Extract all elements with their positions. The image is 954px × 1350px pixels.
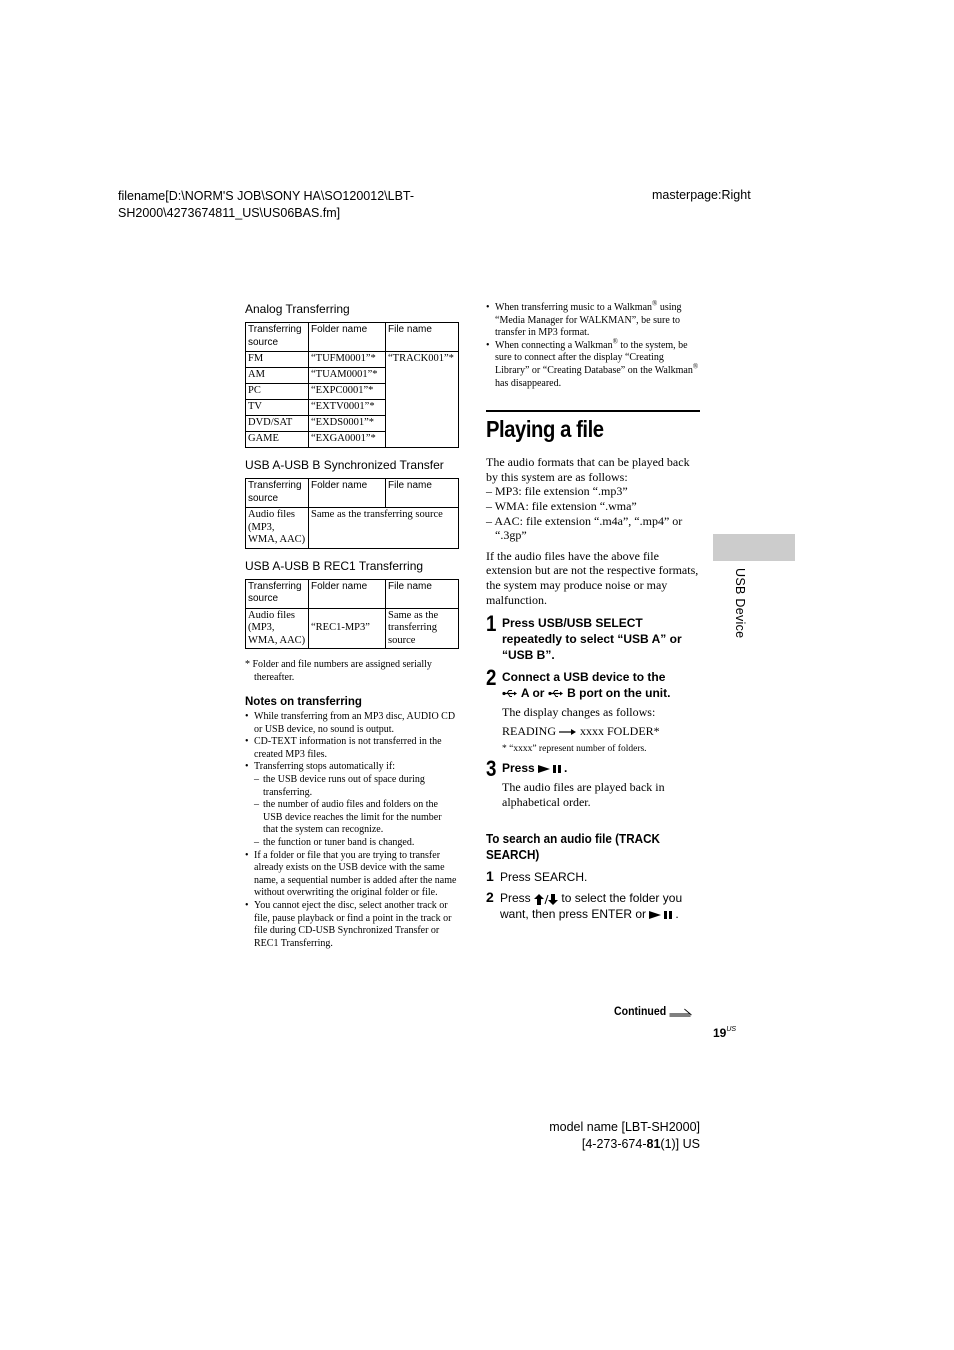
- step-number: 1: [486, 611, 497, 637]
- table-cell: “EXDS0001”*: [309, 416, 386, 432]
- notes-list: [245, 711, 459, 950]
- step-text: Press SEARCH.: [500, 870, 588, 885]
- analog-table: [245, 322, 459, 448]
- registered-mark: ®: [652, 299, 658, 308]
- analog-file-name: “TRACK001”*: [386, 352, 459, 448]
- step-2: [486, 665, 700, 755]
- table-cell: TV: [246, 400, 309, 416]
- part-number-text: (1)] US: [660, 1137, 700, 1151]
- step-number: 3: [486, 756, 497, 782]
- step-3: [486, 756, 700, 809]
- part-number-text: [4-273-674-: [581, 1137, 647, 1151]
- continued-text: Continued: [614, 1004, 667, 1018]
- page-number-suffix: US: [726, 1026, 737, 1033]
- step-number: 2: [486, 889, 494, 906]
- list-item: – AAC: file extension “.m4a”, “.mp4” or “.3gp”: [486, 513, 683, 543]
- step-text-part: Press: [502, 761, 535, 776]
- walkman-note-text: to the system, be sure to connect after the display “Creating Library” or “Creating Database” on the Walkman: [495, 339, 693, 376]
- list-item: [245, 761, 459, 849]
- list-item: • CD-TEXT information is not transferred in the created MP3 files.: [245, 736, 459, 761]
- sync-table-title: USB A-USB B Synchronized Transfer: [245, 458, 444, 472]
- search-step-2: 2 Press to select the folder you want, then press ENTER or .: [486, 889, 683, 922]
- table-cell: “TUFM0001”*: [309, 352, 386, 368]
- walkman-notes: [486, 299, 700, 390]
- table-cell: “EXPC0001”*: [309, 384, 386, 400]
- page-number: [713, 1026, 736, 1040]
- sync-header-file: File name: [386, 479, 459, 508]
- display-sequence: [502, 724, 700, 739]
- table-cell: Same as the transferring source: [309, 508, 459, 549]
- track-search-heading: To search an audio file (TRACK SEARCH): [486, 831, 661, 863]
- usb-icon: [548, 686, 564, 700]
- section-rule: [486, 410, 700, 412]
- sub-list-item: – the USB device runs out of space during transferring.: [254, 774, 459, 799]
- rec1-header-file: File name: [386, 579, 459, 608]
- registered-mark: ®: [612, 337, 618, 346]
- play-pause-icon: [538, 761, 564, 775]
- list-item: – WMA: file extension “.wma”: [486, 498, 637, 513]
- section-title: Playing a file: [486, 416, 604, 443]
- list-item: [486, 337, 700, 390]
- table-cell: PC: [246, 384, 309, 400]
- list-item: – MP3: file extension “.mp3”: [486, 484, 628, 499]
- analog-header-source: Transferring source: [246, 323, 309, 352]
- table-cell: GAME: [246, 432, 309, 448]
- list-item: • You cannot eject the disc, select another track or file, pause playback or find a point in the track or file during CD-USB Synchronized Transfer or REC1 Transferring.: [245, 900, 459, 950]
- part-number-bold: 81: [646, 1137, 661, 1151]
- table-cell: Audio files (MP3, WMA, AAC): [246, 508, 309, 549]
- play-pause-icon: [649, 907, 675, 921]
- display-text: xxxx FOLDER*: [580, 723, 660, 738]
- step-body: The audio files are played back in alphabetical order.: [502, 780, 665, 809]
- list-item: • While transferring from an MP3 disc, AUDIO CD or USB device, no sound is output.: [245, 711, 459, 736]
- sync-header-folder: Folder name: [309, 479, 386, 508]
- sync-header-source: Transferring source: [246, 479, 309, 508]
- notes-heading: Notes on transferring: [245, 696, 362, 708]
- table-cell: Audio files (MP3, WMA, AAC): [246, 608, 309, 649]
- step-text: Press USB/USB SELECT repeatedly to select “USB A” or “USB B”.: [502, 616, 682, 663]
- table-row: [246, 608, 459, 649]
- table-cell: AM: [246, 368, 309, 384]
- rec1-header-folder: Folder name: [309, 579, 386, 608]
- right-column: [486, 299, 700, 927]
- analog-header-file: File name: [386, 323, 459, 352]
- search-step-1: [486, 869, 700, 885]
- step-text-part: Connect a USB device to the: [502, 670, 666, 685]
- table-footnote: * Folder and file numbers are assigned serially thereafter.: [245, 659, 432, 683]
- sync-table: [245, 478, 459, 549]
- rec1-header-source: Transferring source: [246, 579, 309, 608]
- table-row: [246, 352, 459, 368]
- step-text-part: to select the folder you want, then press ENTER or: [500, 891, 683, 922]
- analog-table-title: Analog Transferring: [245, 302, 350, 316]
- step-note: * “xxxx” represent number of folders.: [502, 744, 647, 755]
- walkman-note-text: using “Media Manager for WALKMAN”, be sure to transfer in MP3 format.: [495, 302, 682, 339]
- step-body: The display changes as follows:: [502, 705, 656, 720]
- masterpage-header: masterpage:Right: [652, 188, 751, 202]
- table-cell: “TUAM0001”*: [309, 368, 386, 384]
- display-text: READING: [502, 723, 556, 738]
- table-cell: FM: [246, 352, 309, 368]
- playing-intro: The audio formats that can be played back by this system are as follows:: [486, 455, 690, 484]
- side-tab-label: USB Device: [733, 568, 747, 639]
- table-cell: Same as the transferring source: [386, 608, 459, 649]
- usb-icon: [502, 686, 518, 700]
- step-text-part: A or: [520, 686, 545, 701]
- model-footer: [500, 1119, 700, 1153]
- step-text-part: B port on the unit.: [567, 686, 671, 701]
- sub-list-item: – the function or tuner band is changed.: [254, 837, 459, 850]
- rec1-table: [245, 579, 459, 650]
- model-name: model name [LBT-SH2000]: [549, 1120, 700, 1134]
- left-column: [245, 302, 459, 950]
- page-number-value: 19: [713, 1026, 727, 1040]
- part-number: [500, 1136, 700, 1153]
- step-text: [502, 669, 700, 701]
- up-down-arrow-icon: [534, 891, 558, 905]
- list-item: [486, 299, 700, 340]
- step-1: [486, 611, 700, 663]
- format-list: [486, 484, 700, 542]
- walkman-note-text: When transferring music to a Walkman: [495, 302, 653, 313]
- sub-list-item: – the number of audio files and folders on the USB device reaches the limit for the number that the system can recognize.: [254, 799, 459, 837]
- side-tab: [713, 534, 795, 561]
- list-item: • If a folder or file that you are trying to transfer already exists on the USB device with the same name, a sequential number is added after the name without overwriting the original folder or file.: [245, 850, 459, 900]
- filename-header: filename[D:\NORM'S JOB\SONY HA\SO120012\LBT-SH2000\4273674811_US\US06BAS.fm]: [118, 189, 415, 220]
- arrow-right-icon: [559, 724, 577, 738]
- step-text-part: Press: [500, 891, 531, 906]
- table-cell: “REC1-MP3”: [309, 608, 386, 649]
- registered-mark: ®: [692, 362, 699, 371]
- list-item-text: Transferring stops automatically if:: [254, 761, 395, 773]
- step-number: 2: [486, 665, 497, 691]
- table-cell: “EXTV0001”*: [309, 400, 386, 416]
- playing-warning: If the audio files have the above file extension but are not the respective formats, the system may produce noise or may malfunction.: [486, 548, 699, 607]
- analog-header-folder: Folder name: [309, 323, 386, 352]
- table-row: [246, 508, 459, 549]
- walkman-note-text: When connecting a Walkman: [495, 339, 613, 351]
- continued-label: [614, 1004, 692, 1018]
- continued-arrow-icon: [669, 1004, 692, 1018]
- step-text: Press .: [502, 761, 568, 776]
- rec1-table-title: USB A-USB B REC1 Transferring: [245, 558, 424, 573]
- step-number: 1: [486, 868, 494, 885]
- table-cell: DVD/SAT: [246, 416, 309, 432]
- walkman-note-text: has disappeared.: [495, 377, 562, 389]
- table-cell: “EXGA0001”*: [309, 432, 386, 448]
